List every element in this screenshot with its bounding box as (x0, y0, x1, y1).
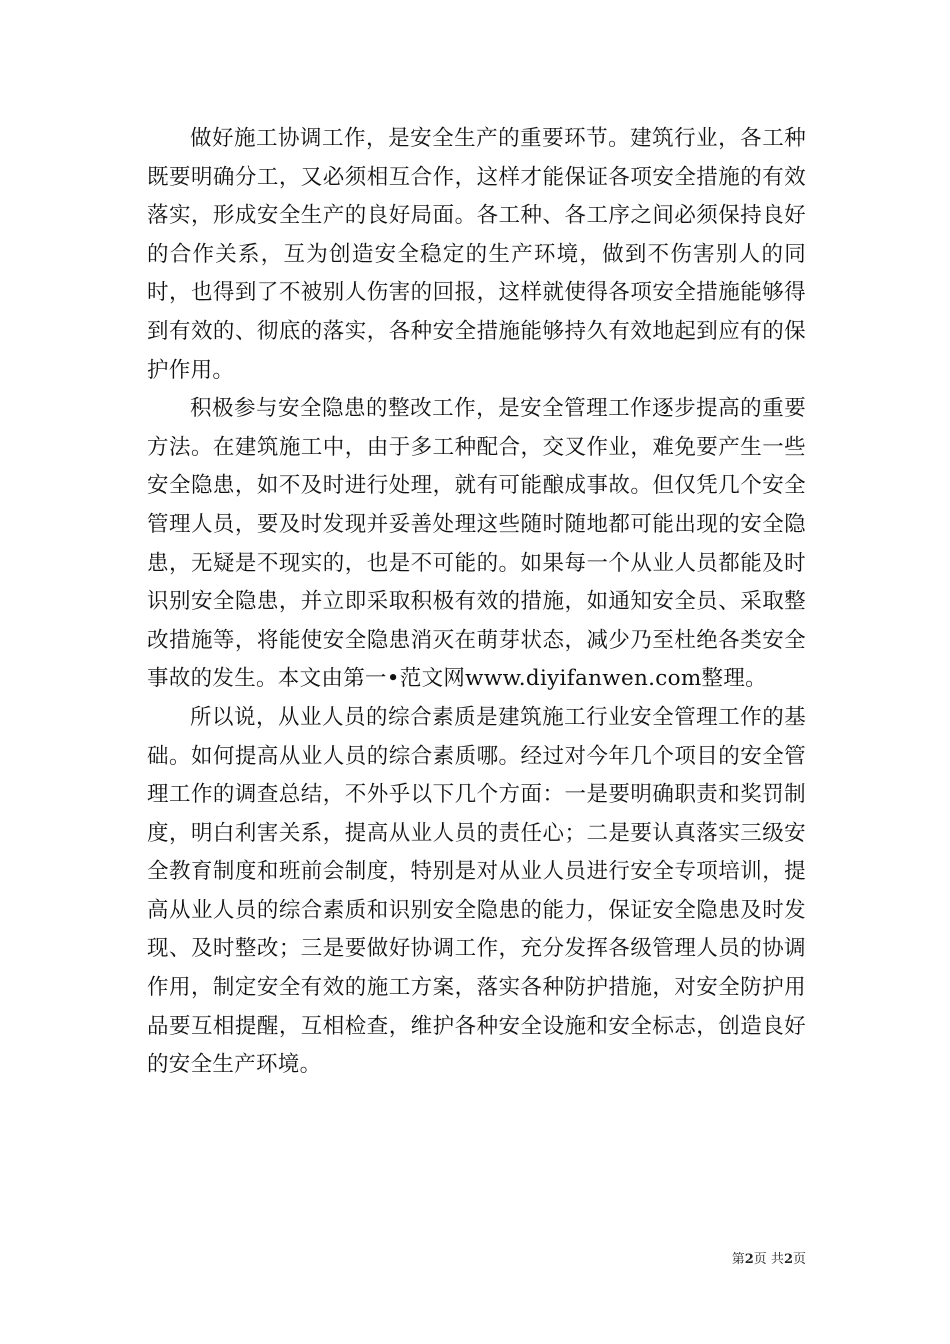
current-page-number: 2 (744, 1252, 754, 1267)
paragraph-safety-coordination: 做好施工协调工作，是安全生产的重要环节。建筑行业，各工种既要明确分工，又必须相互合作，这样才能保证各项安全措施的有效落实，形成安全生产的良好局面。各工种、各工序之间必须保持良好的合作关系，互为创造安全稳定的生产环境，做到不伤害别人的同时，也得到了不被别人伤害的回报，这样就使得各项安全措施能够得到有效的、彻底的落实，各种安全措施能够持久有效地起到应有的保护作用。 (147, 126, 806, 383)
page-footer (680, 1248, 806, 1267)
document-body (147, 120, 806, 1085)
footer-suffix: 页 (792, 1252, 806, 1267)
footer-middle: 页 共 (753, 1252, 784, 1267)
total-pages-number: 2 (783, 1252, 793, 1267)
footer-prefix: 第 (731, 1252, 745, 1267)
paragraph-hazard-rectification: 积极参与安全隐患的整改工作，是安全管理工作逐步提高的重要方法。在建筑施工中，由于多工种配合，交叉作业，难免要产生一些安全隐患，如不及时进行处理，就有可能酿成事故。但仅凭几个安全管理人员，要及时发现并妥善处理这些随时随地都可能出现的安全隐患，无疑是不现实的，也是不可能的。如果每一个从业人员都能及时识别安全隐患，并立即采取积极有效的措施，如通知安全员、采取整改措施等，将能使安全隐患消灭在萌芽状态，减少乃至杜绝各类安全事故的发生。本文由第一•范文网www.diyifanwen.com整理。 (147, 396, 806, 692)
paragraph-personnel-quality: 所以说，从业人员的综合素质是建筑施工行业安全管理工作的基础。如何提高从业人员的综合素质哪。经过对今年几个项目的安全管理工作的调查总结，不外乎以下几个方面：一是要明确职责和奖罚制度，明白利害关系，提高从业人员的责任心；二是要认真落实三级安全教育制度和班前会制度，特别是对从业人员进行安全专项培训，提高从业人员的综合素质和识别安全隐患的能力，保证安全隐患及时发现、及时整改；三是要做好协调工作，充分发挥各级管理人员的协调作用，制定安全有效的施工方案，落实各种防护措施，对安全防护用品要互相提醒，互相检查，维护各种安全设施和安全标志，创造良好的安全生产环境。 (147, 704, 806, 1078)
